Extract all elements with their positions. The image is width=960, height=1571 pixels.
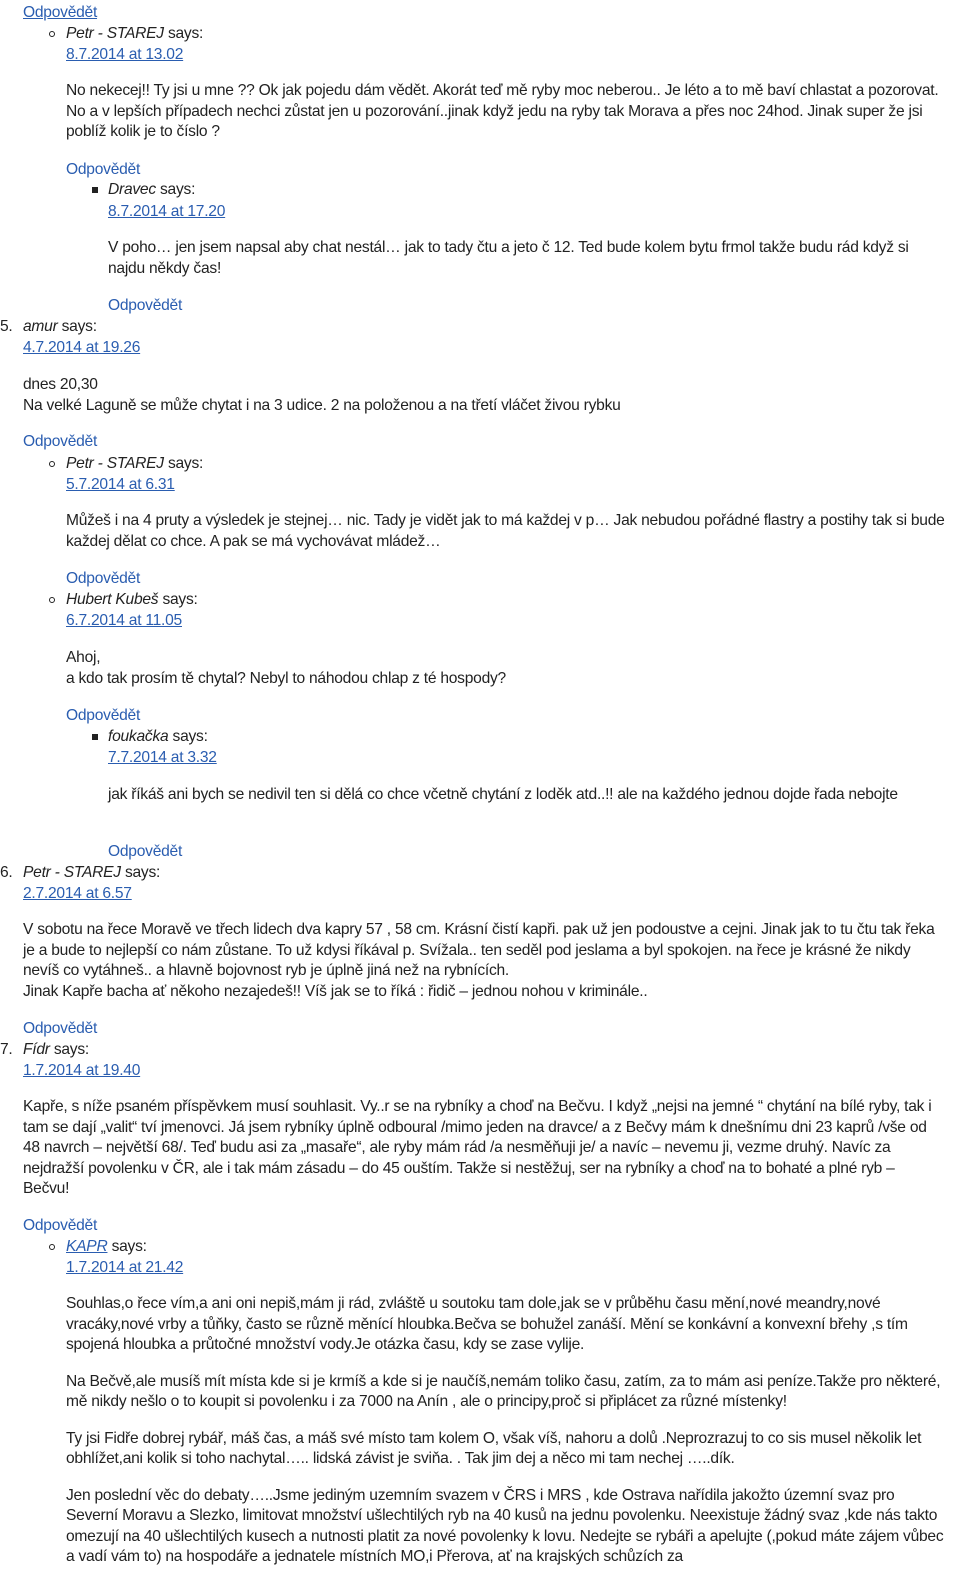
comment-date-link[interactable]: 8.7.2014 at 13.02 [66,46,184,63]
comment-number: 6. [0,864,13,881]
comment-author: Dravec [108,181,156,198]
comment-body: Můžeš i na 4 pruty a výsledek je stejnej… nic. Tady je vidět jak to má každej v p… Jak nebudou pořádné flastry a postihy tak si bude každej dělat co chce. A pak se má vychovávat mládež… [66,512,945,550]
says-label: says: [160,181,196,198]
comment-body: dnes 20,30 Na velké Laguně se může chytat i na 3 udice. 2 na položenou a na třetí vláčet živou rybku [23,376,621,414]
comment-date-link[interactable]: 4.7.2014 at 19.26 [23,339,141,356]
bullet-circle-icon [49,1244,55,1250]
reply-link[interactable]: Odpovědět [108,843,183,860]
comment-body: No nekecej!! Ty jsi u mne ?? Ok jak pojedu dám vědět. Akorát teď mě ryby moc neberou.. Je léto a to mě baví chlastat a pozorovat. No a v lepších případech nechci zůstat jen u pozorování..jinak když jedu na ryby tak Morava a přes noc 24hod. Jinak super že jsi poblíž kolik je to číslo ? [66,82,939,140]
comment-meta [108,727,938,748]
says-label: says: [167,25,204,42]
comment-author-link[interactable]: KAPR [66,1238,108,1255]
says-label: says: [53,1041,89,1058]
says-label: says: [61,318,97,335]
comment-meta [66,454,946,475]
reply-link[interactable]: Odpovědět [66,707,141,724]
comment-date-link[interactable]: 8.7.2014 at 17.20 [108,203,226,220]
says-label: says: [111,1238,147,1255]
reply-link[interactable]: Odpovědět [23,4,98,21]
says-label: says: [167,455,204,472]
comment-meta [108,180,938,201]
comment-meta [66,590,946,611]
comment-author: Hubert Kubeš [66,591,159,608]
bullet-circle-icon [49,31,55,37]
bullet-square-icon [92,734,98,740]
comment-date-link[interactable]: 2.7.2014 at 6.57 [23,885,132,902]
reply-link[interactable]: Odpovědět [23,1217,98,1234]
comment-body: Souhlas,o řece vím,a ani oni nepiš,mám ji rád, zvláště u soutoku tam dole,jak se v průběhu času mění,nové meandry,nové vracáky,nové vrby a tůňky, často se různě měnící hloubka.Bečva se bohužel zanáší. Mění se konkávní a konvexní břehy ,s tím spojená hloubka a průtočné množství vody.Je otázka času, kdy se zase vylije. Na Bečvě,ale musíš mít místa kde si je krmíš a kde si je naučíš,nemám toliko času, zatím, za to mám asi peníze.Takže pro některé, mě nikdy nešlo o to koupit si povolenku i za 7000 na Anín , ale o principy,proč si připlácet za různé místenky! Ty jsi Fidře dobrej rybář, máš čas, a máš své místo tam kolem O, však víš, nahoru a dolů .Neprozrazuj to co sis musel několik let obhlížet,ani kolik si toho nachytal….. lidská závist je sviňa. . Tak jim dej a něco mi tam nechej …..dík. Jen poslední věc do debaty…..Jsme jediným uzemním svazem v ČRS i MRS , kde Ostrava nařídila jakožto územní svaz pro Severní Moravu a Slezko, limitovat množství ušlechtilých ryb na 40 kusů na jednu povolenku. Neexistuje žádný svaz ,kde nás takto omezují na 40 ušlechtilých kusech a nutnosti platit za nové povolenky k lovu. Nedejte se rybáři a apelujte (,pokud máte zájem vůbec a vadí vám to) na hospodáře a jednatele místních MO,i Přerova, ať na krajských schůzích za [66,1295,944,1565]
reply-link[interactable]: Odpovědět [108,297,183,314]
comment-date-link[interactable]: 5.7.2014 at 6.31 [66,476,175,493]
says-label: says: [172,728,208,745]
comment-body: V poho… jen jsem napsal aby chat nestál… jak to tady čtu a jeto č 12. Ted bude kolem bytu frmol takže budu rád když si najdu někdy čas! [108,239,909,277]
comment-author: amur [23,318,58,335]
comment-author: Petr - STAREJ [23,864,121,881]
comment-body: jak říkáš ani bych se nedivil ten si dělá co chce včetně chytání z loděk atd..!! ale na každého jednou dojde řada nebojte [108,786,898,803]
comment-meta [66,1237,946,1258]
comment-author: Petr - STAREJ [66,455,164,472]
comment-date-link[interactable]: 7.7.2014 at 3.32 [108,749,217,766]
comment-number: 7. [0,1041,13,1058]
bullet-square-icon [92,187,98,193]
reply-link[interactable]: Odpovědět [66,570,141,587]
says-label: says: [124,864,161,881]
comment-date-link[interactable]: 1.7.2014 at 19.40 [23,1062,141,1079]
comment-body: Kapře, s níže psaném příspěvkem musí souhlasit. Vy..r se na rybníky a choď na Bečvu. I když „nejsi na jemné “ chytání na bílé ryby, tak i tam se dají „valit“ tví jmenovci. Já jsem rybníky úplně odboural /mimo jeden na dravce/ a z Bečvy mám k dnešnímu dni 23 kaprů /vše od 48 navrch – největší 68/. Teď budu asi za „masaře“, ale ryby mám rád /a nesměňuji je/ a navíc – nevemu ji, vezme druhý. Navíc za nejdražší povolenku v ČR, ale i tak mám zásadu – do 45 ouštím. Takže si nestěžuj, ser na rybníky a choď na to bohaté a plné ryb – Bečvu! [23,1098,932,1197]
bullet-circle-icon [49,461,55,467]
reply-link[interactable]: Odpovědět [66,161,141,178]
comment-date-link[interactable]: 6.7.2014 at 11.05 [66,612,182,629]
says-label: says: [162,591,198,608]
comment-meta [0,1040,938,1061]
comment-author: Fídr [23,1041,50,1058]
reply-link[interactable]: Odpovědět [23,433,98,450]
comment-author: foukačka [108,728,169,745]
comment-date-link[interactable]: 1.7.2014 at 21.42 [66,1259,184,1276]
comment-body: V sobotu na řece Moravě ve třech lidech dva kapry 57 , 58 cm. Krásní čistí kapři. pak už jen podoustve a cejni. Jinak jak to tu čtu tak řeka je a bude to nejlepší co nám zůstane. To už kdysi říkával p. Svížala.. ten seděl pod jeslama a byl spokojen. na řece je krásné že nikdy nevíš co vytáhneš.. a hlavně bojovnost ryb je úplně jiná než na rybnících. Jinak Kapře bacha ať někoho nezajedeš!! Víš jak se to říká : řidič – jednou nohou v kriminále.. [23,921,935,1000]
comment-body: Ahoj, a kdo tak prosím tě chytal? Nebyl to náhodou chlap z té hospody? [66,649,506,687]
bullet-circle-icon [49,597,55,603]
comment-author: Petr - STAREJ [66,25,164,42]
comment-number: 5. [0,318,13,335]
reply-link[interactable]: Odpovědět [23,1020,98,1037]
comment-meta [66,24,946,45]
comment-meta [0,317,938,338]
comment-meta [0,863,938,884]
